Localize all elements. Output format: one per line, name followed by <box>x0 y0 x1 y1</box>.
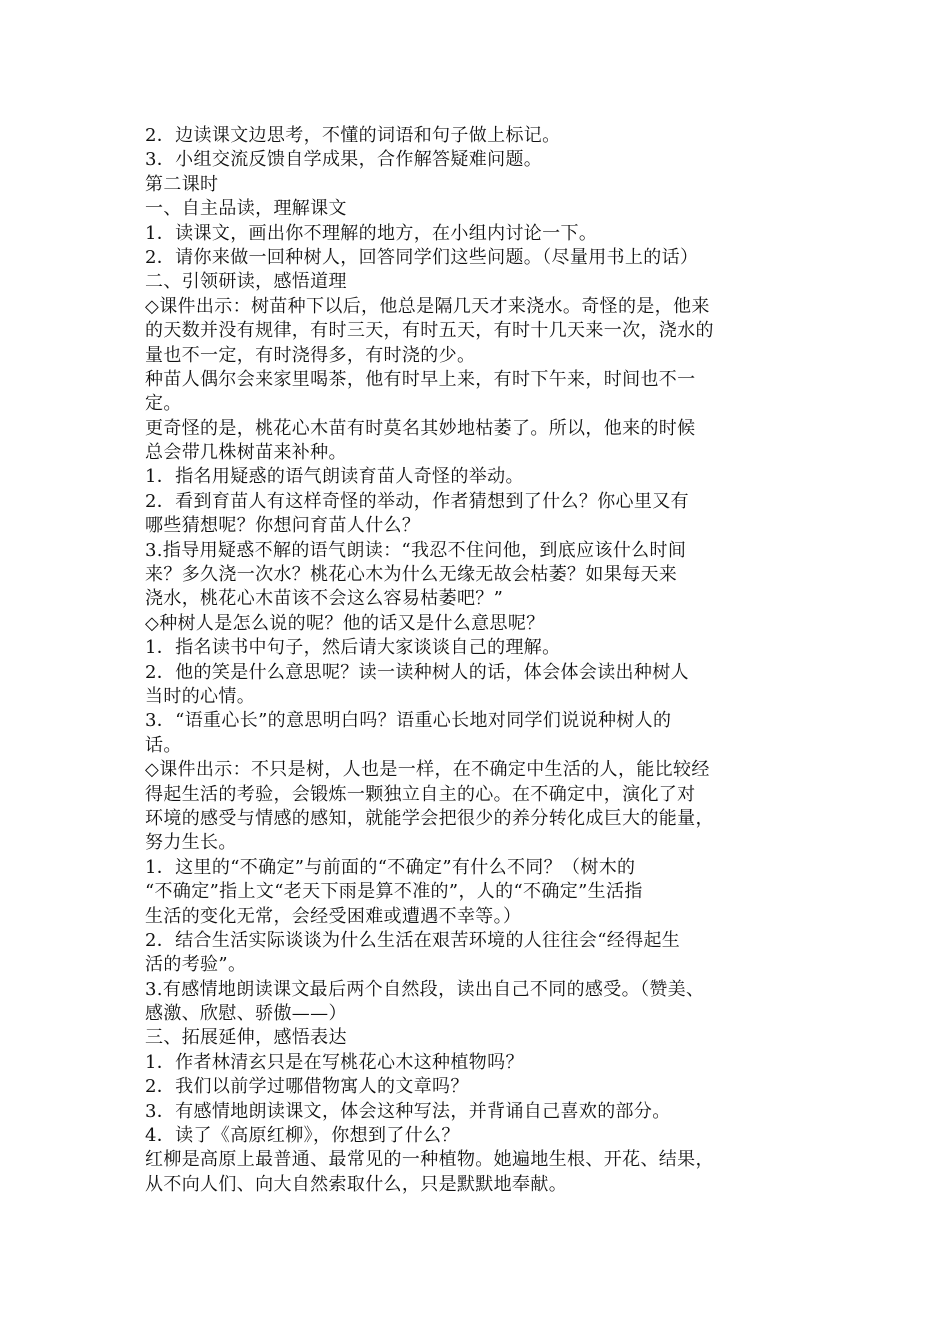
text-line: 红柳是高原上最普通、最常见的一种植物。她遍地生根、开花、结果， <box>145 1149 714 1171</box>
text-line: 1．指名用疑惑的语气朗读育苗人奇怪的举动。 <box>145 466 524 488</box>
text-line: 2．看到育苗人有这样奇怪的举动，作者猜想到了什么？你心里又有 <box>145 490 689 512</box>
text-line: 1．作者林清玄只是在写桃花心木这种植物吗？ <box>145 1051 524 1073</box>
text-line: 浇水，桃花心木苗该不会这么容易枯萎吧？” <box>145 588 504 610</box>
text-line: 3．“语重心长”的意思明白吗？语重心长地对同学们说说种树人的 <box>145 710 672 732</box>
document-body <box>145 124 810 1197</box>
text-line: 环境的感受与情感的感知，就能学会把很少的养分转化成巨大的能量， <box>145 807 714 829</box>
text-line: 哪些猜想呢？你想问育苗人什么？ <box>145 515 421 537</box>
text-line: 感激、欣慰、骄傲——） <box>145 1003 347 1025</box>
text-line: 生活的变化无常，会经受困难或遭遇不幸等。） <box>145 905 522 927</box>
text-line: 3．有感情地朗读课文，体会这种写法，并背诵自己喜欢的部分。 <box>145 1100 671 1122</box>
text-line: 2．我们以前学过哪借物寓人的文章吗？ <box>145 1076 469 1098</box>
text-line: 1．这里的“不确定”与前面的“不确定”有什么不同？（树木的 <box>145 856 636 878</box>
text-line: ◇课件出示：树苗种下以后，他总是隔几天才来浇水。奇怪的是，他来 <box>145 295 710 317</box>
section-heading: 二、引领研读，感悟道理 <box>145 271 347 293</box>
text-line: 2．他的笑是什么意思呢？读一读种树人的话，体会体会读出种树人 <box>145 661 689 683</box>
text-line: 的天数并没有规律，有时三天，有时五天，有时十几天来一次，浇水的 <box>145 320 714 342</box>
text-line: ◇课件出示：不只是树，人也是一样，在不确定中生活的人，能比较经 <box>145 759 710 781</box>
text-line: 定。 <box>145 393 182 415</box>
text-line: 得起生活的考验，会锻炼一颗独立自主的心。在不确定中，演化了对 <box>145 783 696 805</box>
text-line: 3．小组交流反馈自学成果，合作解答疑难问题。 <box>145 149 543 171</box>
text-line: 2．请你来做一回种树人，回答同学们这些问题。（尽量用书上的话） <box>145 246 699 268</box>
text-line: 量也不一定，有时浇得多，有时浇的少。 <box>145 344 476 366</box>
text-line: 从不向人们、向大自然索取什么，只是默默地奉献。 <box>145 1173 568 1195</box>
text-line: “不确定”指上文“老天下雨是算不准的”，人的“不确定”生活指 <box>145 881 643 903</box>
text-line: 种苗人偶尔会来家里喝茶，他有时早上来，有时下午来，时间也不一 <box>145 368 696 390</box>
text-line: 当时的心情。 <box>145 685 256 707</box>
text-line: 努力生长。 <box>145 832 237 854</box>
text-line: 活的考验”。 <box>145 954 247 976</box>
section-heading: 第二课时 <box>145 173 219 195</box>
text-line: ◇种树人是怎么说的呢？他的话又是什么意思呢？ <box>145 612 545 634</box>
text-line: 1．读课文，画出你不理解的地方，在小组内讨论一下。 <box>145 222 598 244</box>
section-heading: 三、拓展延伸，感悟表达 <box>145 1027 347 1049</box>
text-line: 话。 <box>145 734 182 756</box>
text-line: 4．读了《高原红柳》，你想到了什么？ <box>145 1125 460 1147</box>
text-line: 来？多久浇一次水？桃花心木为什么无缘无故会枯萎？如果每天来 <box>145 564 678 586</box>
text-line: 3.有感情地朗读课文最后两个自然段，读出自己不同的感受。（赞美、 <box>145 978 705 1000</box>
text-line: 总会带几株树苗来补种。 <box>145 442 347 464</box>
text-line: 2．结合生活实际谈谈为什么生活在艰苦环境的人往往会“经得起生 <box>145 929 681 951</box>
text-line: 2．边读课文边思考，不懂的词语和句子做上标记。 <box>145 125 561 146</box>
text-line: 3.指导用疑惑不解的语气朗读：“我忍不住问他，到底应该什么时间 <box>145 539 687 561</box>
text-line: 更奇怪的是，桃花心木苗有时莫名其妙地枯萎了。所以，他来的时候 <box>145 417 696 439</box>
text-line: 1．指名读书中句子，然后请大家谈谈自己的理解。 <box>145 637 561 659</box>
section-heading: 一、自主品读，理解课文 <box>145 198 347 220</box>
